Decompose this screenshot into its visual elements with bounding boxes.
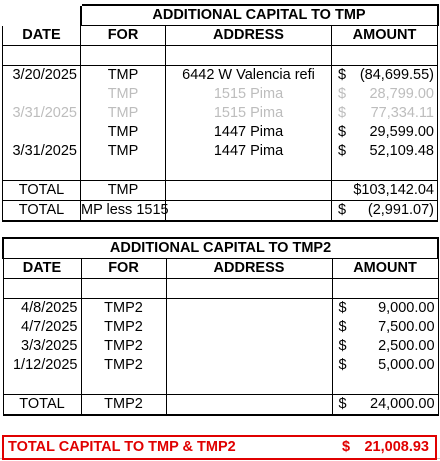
- tmp2-header-address: ADDRESS: [166, 259, 332, 279]
- currency-symbol: $: [338, 67, 347, 83]
- grand-total-row: [2, 435, 437, 460]
- tmp2-row: [3, 318, 438, 337]
- currency-symbol: $: [338, 124, 347, 140]
- tmp2-total-label: TOTAL: [3, 395, 81, 416]
- currency-symbol: $: [338, 338, 347, 354]
- tmp-row-address: 6442 W Valencia refi: [166, 66, 332, 86]
- tmp2-row-date: 4/8/2025: [3, 299, 81, 319]
- tmp-row-for: TMP: [81, 142, 166, 161]
- tmp-row-address: 1515 Pima: [166, 104, 332, 123]
- grand-total-amount: 21,008.93: [364, 439, 429, 455]
- tmp-row-for: TMP: [81, 85, 166, 104]
- tmp2-row-date: 1/12/2025: [3, 356, 81, 375]
- tmp-table-title: ADDITIONAL CAPITAL TO TMP: [81, 5, 438, 26]
- currency-symbol: $: [338, 300, 347, 316]
- currency-symbol: $: [338, 105, 347, 121]
- currency-symbol: $: [338, 86, 347, 102]
- tmp-row-for: TMP: [81, 123, 166, 142]
- tmp-row-amount: [332, 142, 438, 161]
- amount-value: 7,500.00: [378, 319, 435, 335]
- tmp-row-date: [3, 123, 81, 142]
- tmp-row-for: TMP: [81, 66, 166, 86]
- tmp2-row-amount: [332, 299, 438, 319]
- tmp2-row-amount: [332, 318, 438, 337]
- tmp2-header-amount: AMOUNT: [332, 259, 438, 279]
- tmp2-row-date: 3/3/2025: [3, 337, 81, 356]
- tmp2-row: [3, 356, 438, 375]
- tmp-row-for: TMP: [81, 104, 166, 123]
- tmp2-row-for: TMP2: [81, 318, 166, 337]
- tmp2-header-date: DATE: [3, 259, 81, 279]
- currency-symbol: $: [338, 319, 347, 335]
- tmp2-row-address: [166, 337, 332, 356]
- grand-total-label: TOTAL CAPITAL TO TMP & TMP2: [8, 439, 236, 455]
- amount-value: 28,799.00: [369, 86, 434, 102]
- tmp2-row: [3, 299, 438, 319]
- tmp2-header-for: FOR: [81, 259, 166, 279]
- tmp2-row-for: TMP2: [81, 337, 166, 356]
- tmp-row-address: 1447 Pima: [166, 123, 332, 142]
- tmp-row-date: 3/31/2025: [3, 142, 81, 161]
- tmp-net-total-row: [3, 201, 438, 222]
- amount-value: 2,500.00: [378, 338, 435, 354]
- tmp-header-amount: AMOUNT: [332, 26, 438, 46]
- amount-value: 24,000.00: [370, 396, 435, 412]
- tmp-row-date: 3/20/2025: [3, 66, 81, 86]
- tmp2-row-address: [166, 356, 332, 375]
- amount-value: (2,991.07): [367, 202, 434, 218]
- tmp-capital-table: [2, 4, 439, 222]
- tmp-row-address: 1447 Pima: [166, 142, 332, 161]
- tmp2-row-address: [166, 318, 332, 337]
- tmp-row-amount: [332, 66, 438, 86]
- amount-value: 9,000.00: [378, 300, 435, 316]
- tmp-total-row: [3, 181, 438, 201]
- currency-symbol: $: [338, 396, 347, 412]
- amount-value: 5,000.00: [378, 357, 435, 373]
- tmp-net-amount: [332, 201, 438, 222]
- tmp-blank-row: [3, 46, 438, 66]
- tmp-total-for: TMP: [81, 181, 166, 201]
- tmp-row-address: 1515 Pima: [166, 85, 332, 104]
- tmp2-blank-row: [3, 375, 438, 395]
- tmp2-title-row: [3, 238, 438, 259]
- tmp2-row-for: TMP2: [81, 299, 166, 319]
- tmp-title-row: [3, 5, 438, 26]
- tmp-row-date: 3/31/2025: [3, 104, 81, 123]
- tmp2-row-amount: [332, 337, 438, 356]
- tmp2-total-row: [3, 395, 438, 416]
- tmp-header-row: [3, 26, 438, 46]
- currency-symbol: $: [338, 202, 347, 218]
- amount-value: 77,334.11: [370, 105, 434, 121]
- currency-symbol: $: [338, 357, 347, 373]
- tmp-row-amount: [332, 104, 438, 123]
- tmp-header-for: FOR: [81, 26, 166, 46]
- tmp2-row: [3, 337, 438, 356]
- currency-symbol: $: [338, 143, 347, 159]
- amount-value: (84,699.55): [359, 67, 434, 83]
- tmp2-table-title: ADDITIONAL CAPITAL TO TMP2: [3, 238, 438, 259]
- tmp-total-amount: $103,142.04: [332, 181, 438, 201]
- tmp2-capital-table: [2, 237, 439, 416]
- tmp-net-for: MP less 1515: [81, 201, 166, 222]
- tmp-header-date: DATE: [3, 26, 81, 46]
- tmp2-total-for: TMP2: [81, 395, 166, 416]
- tmp-blank-row: [3, 161, 438, 181]
- tmp2-row-amount: [332, 356, 438, 375]
- tmp-row: [3, 85, 438, 104]
- currency-symbol: $: [342, 439, 351, 455]
- tmp-total-label: TOTAL: [3, 181, 81, 201]
- tmp-row-date: [3, 85, 81, 104]
- tmp-net-label: TOTAL: [3, 201, 81, 222]
- tmp2-row-address: [166, 299, 332, 319]
- tmp2-total-amount: [332, 395, 438, 416]
- tmp2-row-for: TMP2: [81, 356, 166, 375]
- tmp2-header-row: [3, 259, 438, 279]
- tmp-row: [3, 66, 438, 86]
- tmp-row-amount: [332, 123, 438, 142]
- amount-value: 52,109.48: [369, 143, 434, 159]
- tmp2-row-date: 4/7/2025: [3, 318, 81, 337]
- amount-value: 29,599.00: [369, 124, 434, 140]
- tmp-header-address: ADDRESS: [166, 26, 332, 46]
- tmp-row-amount: [332, 85, 438, 104]
- tmp-row: [3, 104, 438, 123]
- tmp2-blank-row: [3, 279, 438, 299]
- tmp-title-spacer: [3, 5, 81, 26]
- tmp-row: [3, 142, 438, 161]
- tmp-row: [3, 123, 438, 142]
